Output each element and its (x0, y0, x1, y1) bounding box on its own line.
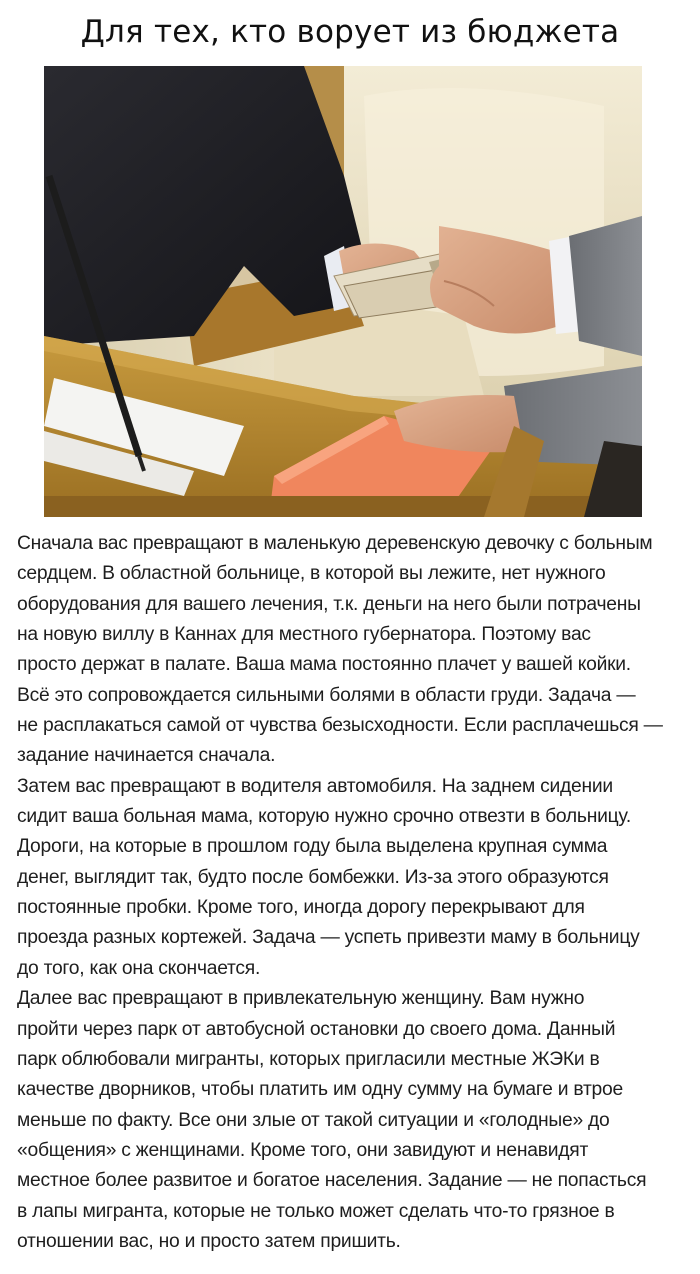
text-line: отношении вас, но и просто затем пришить. (17, 1230, 401, 1252)
page-title: Для тех, кто ворует из бюджета (80, 14, 620, 50)
text-line: Затем вас превращают в водителя автомобиля. На заднем сидении (17, 775, 613, 797)
text-line: «общения» с женщинами. Кроме того, они завидуют и ненавидят (17, 1139, 589, 1161)
paragraph-1 (17, 529, 693, 772)
text-line: просто держат в палате. Ваша мама постоянно плачет у вашей койки. (17, 654, 631, 676)
text-line: сидит ваша больная мама, которую нужно срочно отвезти в больницу. (17, 806, 631, 828)
text-line: Всё это сопровождается сильными болями в области груди. Задача — (17, 684, 636, 706)
text-line: проезда разных кортежей. Задача — успеть привезти маму в больницу (17, 927, 640, 949)
text-line: качестве дворников, чтобы платить им одну сумму на бумаге и втрое (17, 1079, 623, 1101)
text-line: постоянные пробки. Кроме того, иногда дорогу перекрывают для (17, 897, 585, 919)
bribe-photo (44, 66, 642, 517)
text-line: денег, выглядит так, будто после бомбежки. Из-за этого образуются (17, 866, 609, 888)
text-line: до того, как она скончается. (17, 957, 261, 979)
text-line: меньше по факту. Все они злые от такой ситуации и «голодные» до (17, 1109, 610, 1131)
text-line: задание начинается сначала. (17, 745, 276, 767)
text-line: на новую виллу в Каннах для местного губернатора. Поэтому вас (17, 624, 591, 646)
text-line: парк облюбовали мигранты, которых пригласили местные ЖЭКи в (17, 1048, 600, 1070)
text-line: в лапы мигранта, которые не только может сделать что-то грязное в (17, 1200, 615, 1222)
paragraph-2 (17, 772, 693, 984)
text-line: Дороги, на которые в прошлом году была выделена крупная сумма (17, 836, 608, 858)
text-line: пройти через парк от автобусной остановки до своего дома. Данный (17, 1018, 616, 1040)
paragraph-3 (17, 984, 693, 1257)
text-line: Сначала вас превращают в маленькую деревенскую девочку с больным (17, 533, 653, 554)
text-line: оборудования для вашего лечения, т.к. деньги на него были потрачены (17, 593, 641, 615)
text-line: местное более развитое и богатое населения. Задание — не попасться (17, 1170, 647, 1192)
text-line: сердцем. В областной больнице, в которой вы лежите, нет нужного (17, 563, 606, 585)
article-text (17, 529, 693, 1257)
text-line: не расплакаться самой от чувства безысходности. Если расплачешься — (17, 715, 663, 737)
text-line: Далее вас превращают в привлекательную женщину. Вам нужно (17, 988, 585, 1010)
